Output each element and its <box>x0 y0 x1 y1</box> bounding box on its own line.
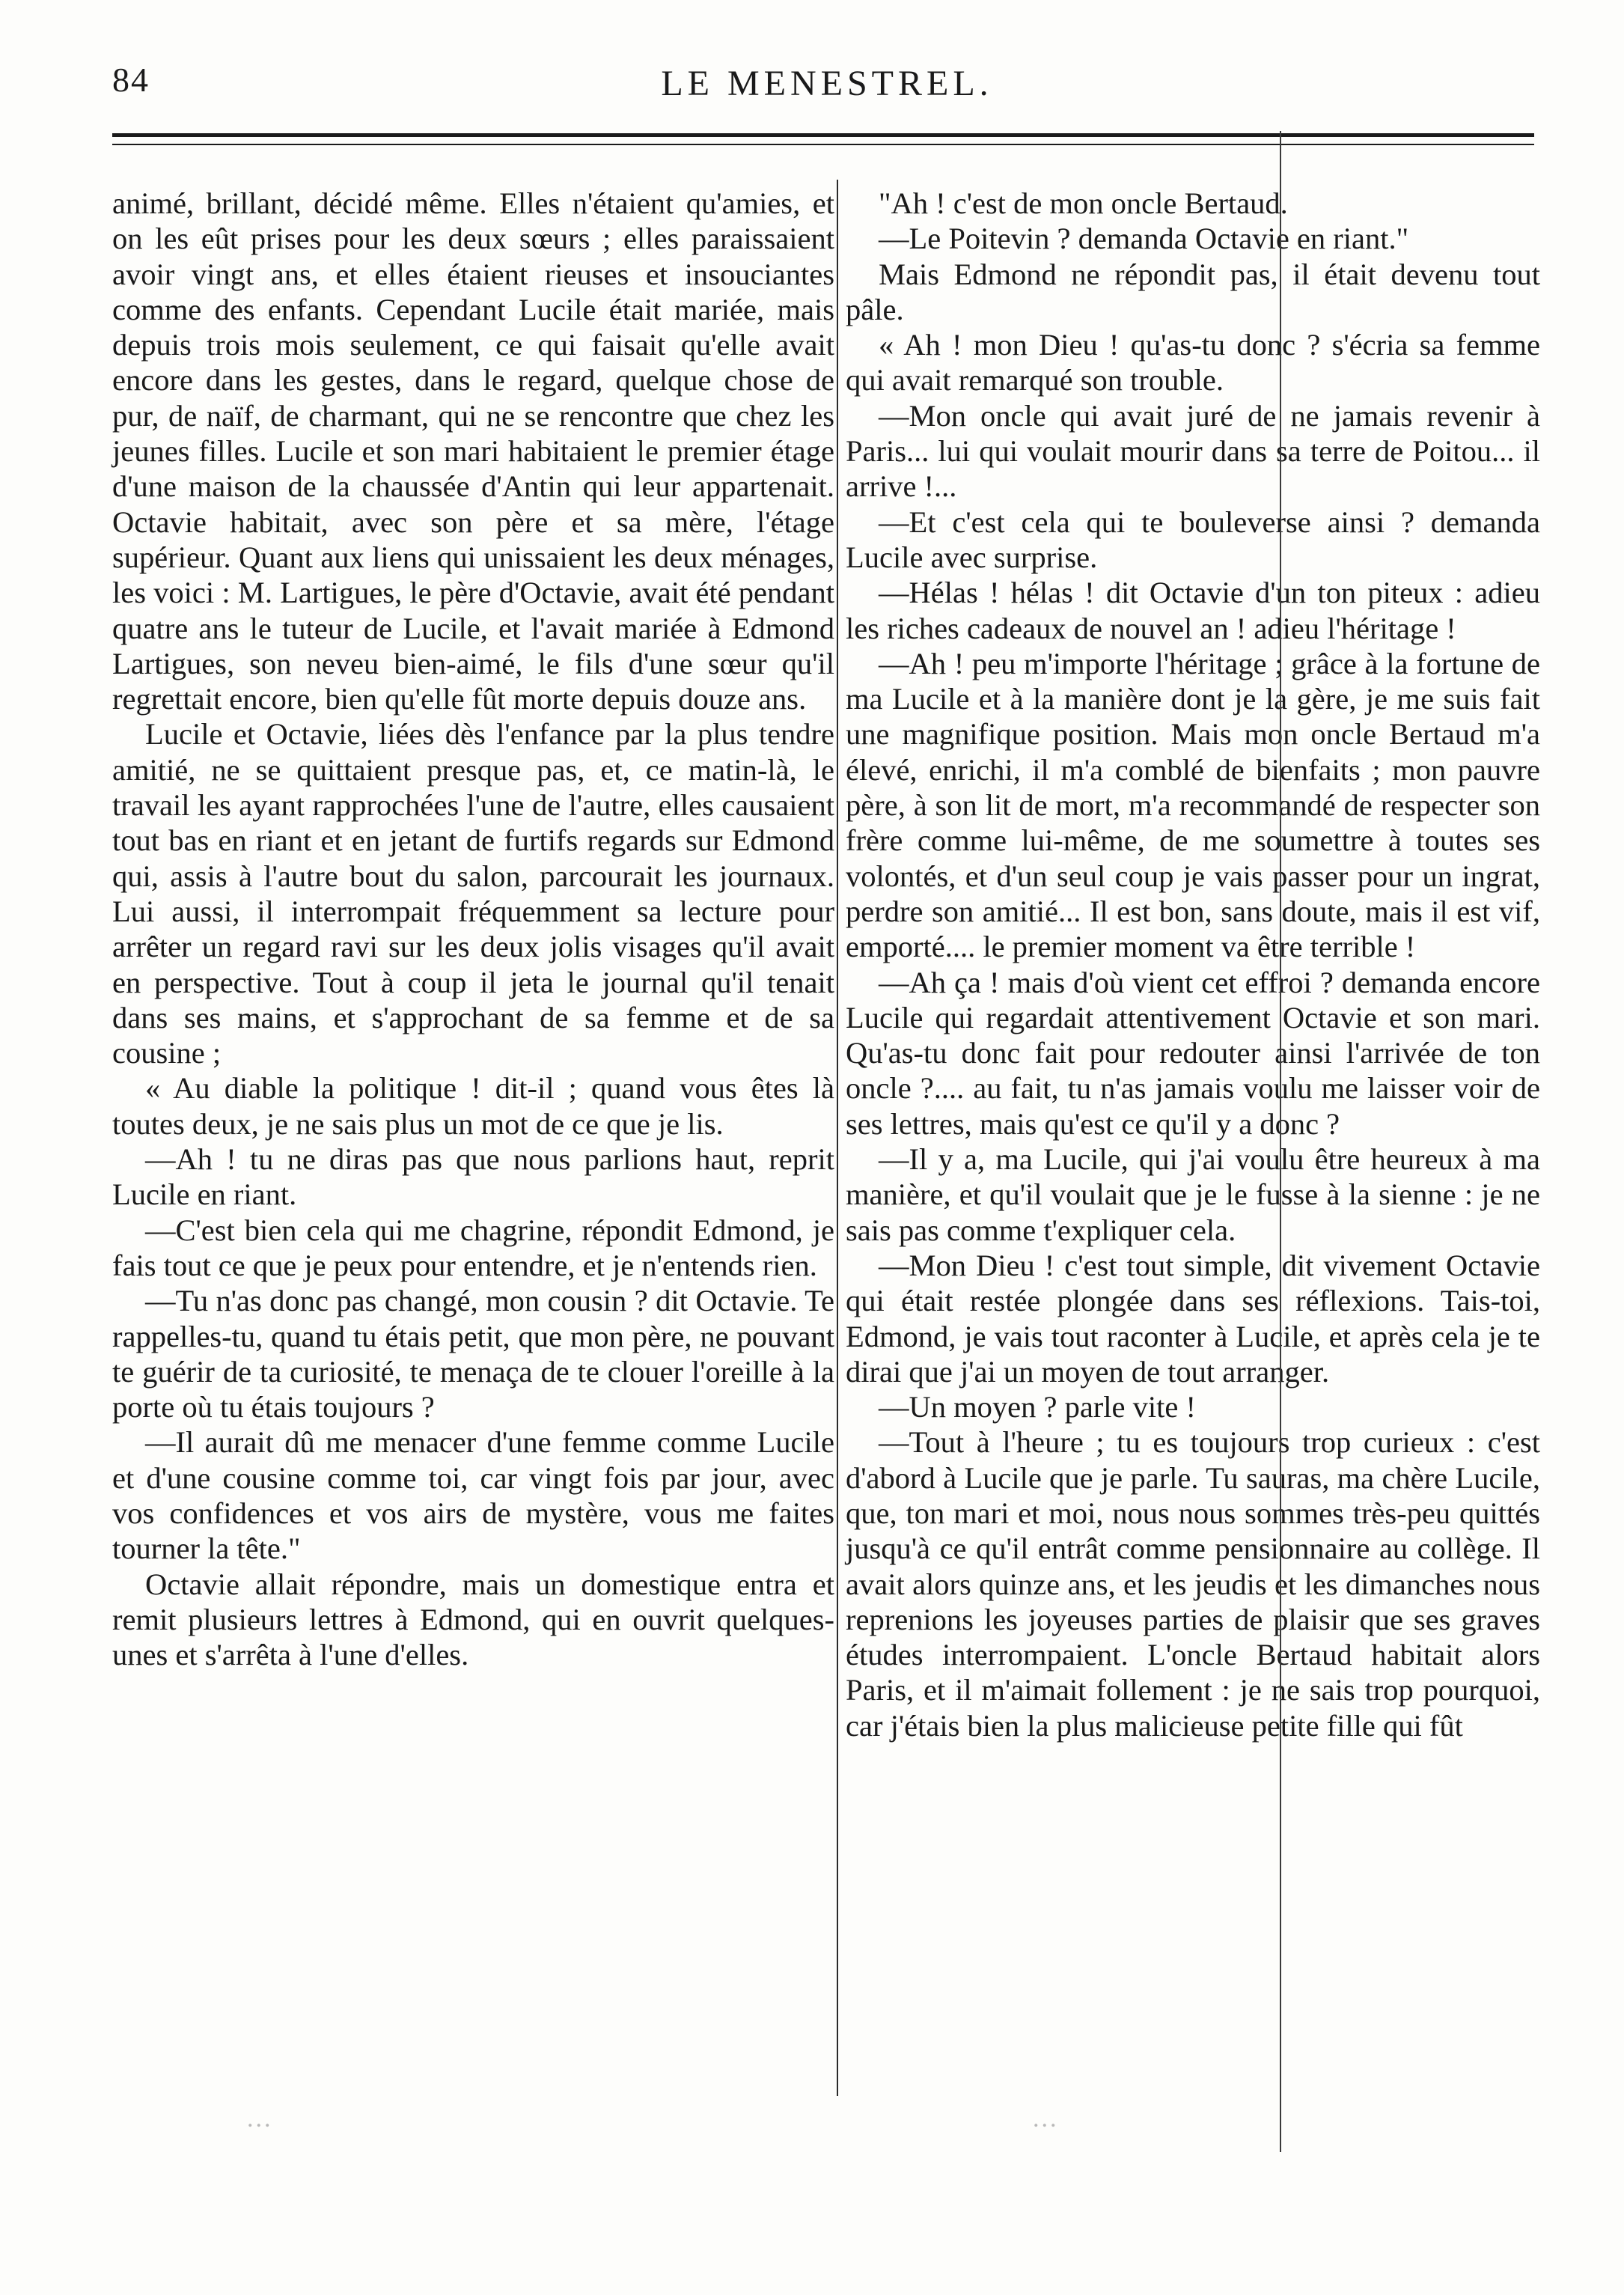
paragraph: —Un moyen ? parle vite ! <box>879 1390 1196 1424</box>
paragraph: —Ah ça ! mais d'où vient cet effroi ? demanda encore Lucile qui regardait attentivement Octavie et son mari. Qu'as-tu donc fait pour redouter ainsi l'arrivée de ton oncle ?.... au fait, tu n'as jamais voulu me laisser voir de ses lettres, mais qu'est ce qu'il y a donc ? <box>846 965 1540 1141</box>
faint-bleed-text: ... <box>247 2105 273 2133</box>
paragraph: animé, brillant, décidé même. Elles n'étaient qu'amies, et on les eût prises pour les deux sœurs ; elles paraissaient avoir vingt ans, et elles étaient rieuses et insouciantes comme des enfants. Cependant Lucile était mariée, mais depuis trois mois seulement, ce qui faisait qu'elle avait encore dans les gestes, dans le regard, quelque chose de pur, de naïf, de charmant, qui ne se rencontre que chez les jeunes filles. Lucile et son mari habitaient le premier étage d'une maison de la chaussée d'Antin qui leur appartenait. Octavie habitait, avec son père et sa mère, l'étage supérieur. Quant aux liens qui unissaient les deux ménages, les voici : M. Lartigues, le père d'Octavie, avait été pendant quatre ans le tuteur de Lucile, et l'avait mariée à Edmond Lartigues, son neveu bien-aimé, le fils d'une sœur qu'il regrettait encore, bien qu'elle fût morte depuis douze ans. <box>112 186 834 716</box>
paragraph: "Ah ! c'est de mon oncle Bertaud. <box>879 186 1288 220</box>
paragraph: —Mon oncle qui avait juré de ne jamais revenir à Paris... lui qui voulait mourir dans sa terre de Poitou... il arrive !... <box>846 398 1540 504</box>
paragraph: —Mon Dieu ! c'est tout simple, dit vivement Octavie qui était restée plongée dans ses réflexions. Tais-toi, Edmond, je vais tout raconter à Lucile, et après cela je te dirai que j'ai un moyen de tout arranger. <box>846 1248 1540 1389</box>
header-rule <box>112 133 1534 137</box>
paragraph: Lucile et Octavie, liées dès l'enfance par la plus tendre amitié, ne se quittaient presque pas, et, ce matin-là, le travail les ayant rapprochées l'une de l'autre, elles causaient tout bas en riant et en jetant de furtifs regards sur Edmond qui, assis à l'autre bout du salon, parcourait les journaux. Lui aussi, il interrompait fréquemment sa lecture pour arrêter un regard ravi sur les deux jolis visages qu'il avait en perspective. Tout à coup il jeta le journal qu'il tenait dans ses mains, et s'approchant de sa femme et de sa cousine ; <box>112 717 834 1070</box>
header-rule-thin <box>112 144 1534 145</box>
paragraph: —Le Poitevin ? demanda Octavie en riant." <box>879 222 1409 256</box>
paragraph: —Ah ! peu m'importe l'héritage ; grâce à la fortune de ma Lucile et à la manière dont je la gère, je me suis fait une magnifique position. Mais mon oncle Bertaud m'a élevé, enrichi, il m'a comblé de bienfaits ; mon pauvre père, à son lit de mort, m'a recommandé de respecter son frère comme lui-même, de me soumettre à toutes ses volontés, et d'un seul coup je vais passer pour un ingrat, perdre son amitié... Il est bon, sans doute, mais il est vif, emporté.... le premier moment va être terrible ! <box>846 646 1540 964</box>
page-number: 84 <box>112 61 150 99</box>
faint-bleed-text: ... <box>1033 2105 1059 2133</box>
right-column <box>846 186 1540 1743</box>
page-header <box>112 60 1542 120</box>
page-fold-line <box>1280 131 1281 2152</box>
paragraph: Octavie allait répondre, mais un domestique entra et remit plusieurs lettres à Edmond, qui en ouvrit quelques-unes et s'arrêta à l'une d'elles. <box>112 1567 834 1672</box>
paragraph: —Ah ! tu ne diras pas que nous parlions haut, reprit Lucile en riant. <box>112 1142 834 1212</box>
paragraph: —C'est bien cela qui me chagrine, répondit Edmond, je fais tout ce que je peux pour entendre, et je n'entends rien. <box>112 1213 834 1282</box>
paragraph: —Tout à l'heure ; tu es toujours trop curieux : c'est d'abord à Lucile que je parle. Tu sauras, ma chère Lucile, que, ton mari et moi, nous nous sommes très-peu quittés jusqu'à ce qu'il entrât comme pensionnaire au collège. Il avait alors quinze ans, et les jeudis et les dimanches nous reprenions les joyeuses parties de plaisir que ses graves études interrompaient. L'oncle Bertaud habitait alors Paris, et il m'aimait follement : je ne sais trop pourquoi, car j'étais bien la plus malicieuse petite fille qui fût <box>846 1425 1540 1743</box>
journal-title: LE MENESTREL. <box>661 64 993 103</box>
paragraph: —Il y a, ma Lucile, qui j'ai voulu être heureux à ma manière, et qu'il voulait que je le fusse à la sienne : je ne sais pas comme t'expliquer cela. <box>846 1142 1540 1247</box>
paragraph: —Et c'est cela qui te bouleverse ainsi ? demanda Lucile avec surprise. <box>846 505 1540 574</box>
paragraph: « Au diable la politique ! dit-il ; quand vous êtes là toutes deux, je ne sais plus un mot de ce que je lis. <box>112 1071 834 1141</box>
paragraph: —Tu n'as donc pas changé, mon cousin ? dit Octavie. Te rappelles-tu, quand tu étais petit, que mon père, ne pouvant te guérir de ta curiosité, te menaça de te clouer l'oreille à la porte où tu étais toujours ? <box>112 1284 834 1424</box>
column-divider <box>837 180 838 2096</box>
paragraph: Mais Edmond ne répondit pas, il était devenu tout pâle. <box>846 257 1540 326</box>
left-column <box>112 186 834 1672</box>
paragraph: « Ah ! mon Dieu ! qu'as-tu donc ? s'écria sa femme qui avait remarqué son trouble. <box>846 328 1540 397</box>
paragraph: —Hélas ! hélas ! dit Octavie d'un ton piteux : adieu les riches cadeaux de nouvel an ! adieu l'héritage ! <box>846 576 1540 645</box>
paragraph: —Il aurait dû me menacer d'une femme comme Lucile et d'une cousine comme toi, car vingt fois par jour, avec vos confidences et vos airs de mystère, vous me faites tourner la tête." <box>112 1425 834 1566</box>
